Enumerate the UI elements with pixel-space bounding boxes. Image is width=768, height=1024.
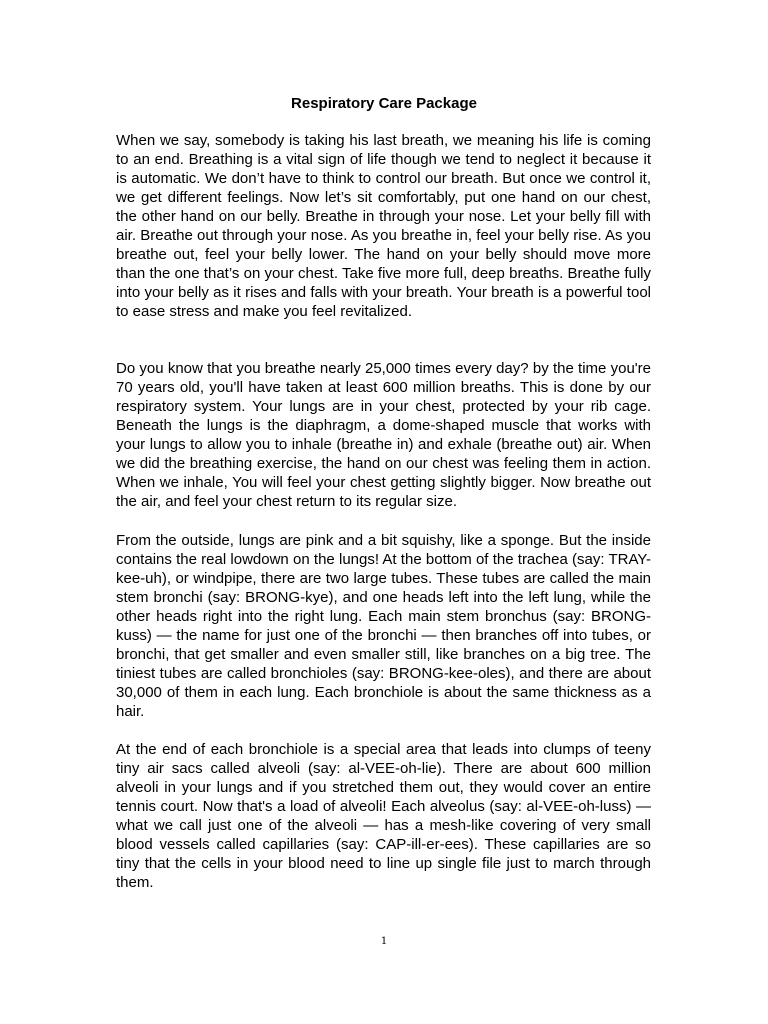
paragraph-alveoli: At the end of each bronchiole is a special area that leads into clumps of teeny tiny air sacs called alveoli (say: al-VEE-oh-lie). There are about 600 million alveoli in your lungs and if you stretched them out, they would cover an entire tennis court. Now that's a load of alveoli! Each alveolus (say: al-VEE-oh-luss) — what we call just one of the alveoli — has a mesh-like covering of very small blood vessels called capillaries (say: CAP-ill-er-ees). These capillaries are so tiny that the cells in your blood need to line up single file just to march through them. (116, 741, 651, 891)
paragraph-respiratory-system: Do you know that you breathe nearly 25,000 times every day? by the time you're 70 years old, you'll have taken at least 600 million breaths. This is done by our respiratory system. Your lungs are in your chest, protected by your rib cage. Beneath the lungs is the diaphragm, a dome-shaped muscle that works with your lungs to allow you to inhale (breathe in) and exhale (breathe out) air. When we did the breathing exercise, the hand on our chest was feeling them in action. When we inhale, You will feel your chest getting slightly bigger. Now breathe out the air, and feel your chest return to its regular size. (116, 360, 651, 510)
page-number: 1 (380, 936, 388, 947)
page-title: Respiratory Care Package (291, 95, 477, 112)
paragraph-lungs-bronchi: From the outside, lungs are pink and a bit squishy, like a sponge. But the inside contains the real lowdown on the lungs! At the bottom of the trachea (say: TRAY-kee-uh), or windpipe, there are two large tubes. These tubes are called the main stem bronchi (say: BRONG-kye), and one heads left into the left lung, while the other heads right into the right lung. Each main stem bronchus (say: BRONG-kuss) — the name for just one of the bronchi — then branches off into tubes, or bronchi, that get smaller and even smaller still, like branches on a big tree. The tiniest tubes are called bronchioles (say: BRONG-kee-oles), and there are about 30,000 of them in each lung. Each bronchiole is about the same thickness as a hair. (116, 532, 651, 720)
paragraph-breathing-intro: When we say, somebody is taking his last breath, we meaning his life is coming to an end. Breathing is a vital sign of life though we tend to neglect it because it is automatic. We don’t have to think to control our breath. But once we control it, we get different feelings. Now let’s sit comfortably, put one hand on our chest, the other hand on our belly. Breathe in through your nose. Let your belly fill with air. Breathe out through your nose. As you breathe in, feel your belly rise. As you breathe out, feel your belly lower. The hand on your belly should move more than the one that’s on your chest. Take five more full, deep breaths. Breathe fully into your belly as it rises and falls with your breath. Your breath is a powerful tool to ease stress and make you feel revitalized. (116, 132, 651, 320)
